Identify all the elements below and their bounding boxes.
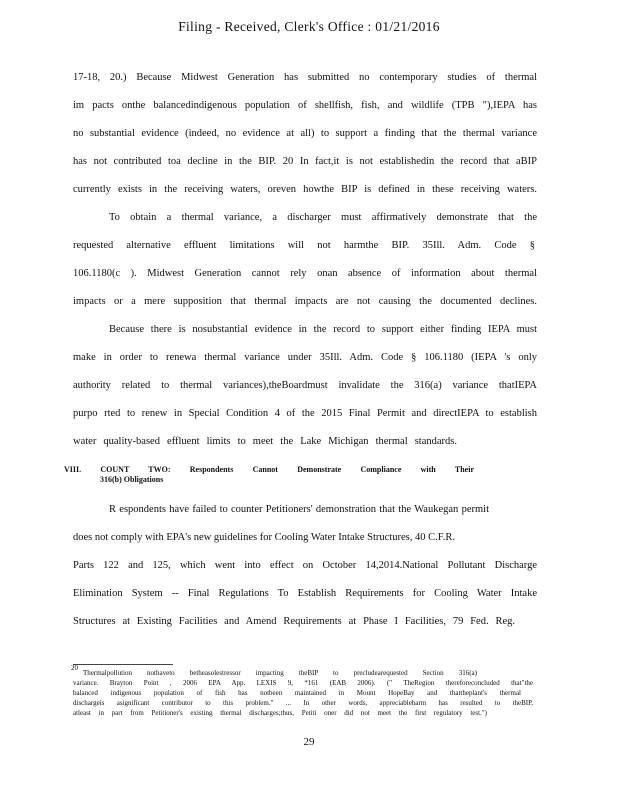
text-line: impacts or a mere supposition that thermal impacts are not causing the documented declines. [73, 296, 537, 307]
footnote-separator [73, 664, 173, 665]
text-line: does not comply with EPA's new guidelines for Cooling Water Intake Structures, 40 C.F.R. [73, 532, 455, 543]
footnote-line: atleast in part from Petitioner's existing thermal discharges;thus, Petiti oner did not meet the first regulatory test.") [73, 709, 487, 717]
footnote-line: dischargeis asignificant contributor to this problem." ... In other words, appreciableharm has resulted to theBIP, [73, 699, 533, 707]
text-line: authority related to thermal variances),theBoardmust invalidate the 316(a) variance thatIEPA [73, 380, 537, 391]
text-line: water quality-based effluent limits to meet the Lake Michigan thermal standards. [73, 436, 457, 447]
text-line: requested alternative effluent limitations will not harmthe BIP. 35Ill. Adm. Code § [73, 240, 535, 251]
text-line: Parts 122 and 125, which went into effect on October 14,2014.National Pollutant Discharge [73, 560, 537, 571]
footnote-line: balanced indigenous population of fish has notbeen maintained in Mount HopeBay and thattheplant's thermal [73, 689, 521, 697]
text-line: 106.1180(c ). Midwest Generation cannot rely onan absence of information about thermal [73, 268, 537, 279]
text-line: make in order to renewa thermal variance under 35Ill. Adm. Code § 106.1180 (IEPA 's only [73, 352, 537, 363]
page-number: 29 [303, 736, 315, 748]
text-line: R espondents have failed to counter Petitioners' demonstration that the Waukegan permit [109, 504, 489, 515]
text-line: purpo rted to renew in Special Condition 4 of the 2015 Final Permit and directIEPA to establish [73, 408, 537, 419]
filing-header: Filing - Received, Clerk's Office : 01/21/2016 [178, 19, 440, 34]
text-line: has not contributed toa decline in the BIP. 20 In fact,it is not establishedin the record that aBIP [73, 156, 537, 167]
text-line: currently exists in the receiving waters, oreven howthe BIP is defined in these receiving waters. [73, 184, 537, 195]
text-line: Structures at Existing Facilities and Amend Requirements at Phase I Facilities, 79 Fed. Reg. [73, 616, 515, 627]
text-line: To obtain a thermal variance, a discharger must affirmatively demonstrate that the [109, 212, 537, 223]
text-line: Because there is nosubstantial evidence in the record to support either finding IEPA must [109, 324, 537, 335]
text-line: im pacts onthe balancedindigenous population of shellfish, fish, and wildlife (TPB "),IEPA has [73, 100, 537, 111]
footnote-line: variance. Brayton Point , 2006 EPA App. LEXIS 9, *161 (EAB 2006). (" TheRegion thereforeconcluded that"the [73, 679, 533, 687]
heading-line: VIII. COUNT TWO: Respondents Cannot Demonstrate Compliance with Their [64, 465, 474, 474]
text-line: Elimination System -- Final Regulations To Establish Requirements for Cooling Water Intake [73, 588, 537, 599]
text-line: 17-18, 20.) Because Midwest Generation has submitted no contemporary studies of thermal [73, 72, 537, 83]
text-line: no substantial evidence (indeed, no evidence at all) to support a finding that the thermal variance [73, 128, 537, 139]
footnote-line: Thermalpollution nothaveto betheasolestressor impacting theBIP to precludearequested Section 316(a) [83, 669, 477, 677]
heading-line: 316(b) Obligations [100, 475, 164, 484]
